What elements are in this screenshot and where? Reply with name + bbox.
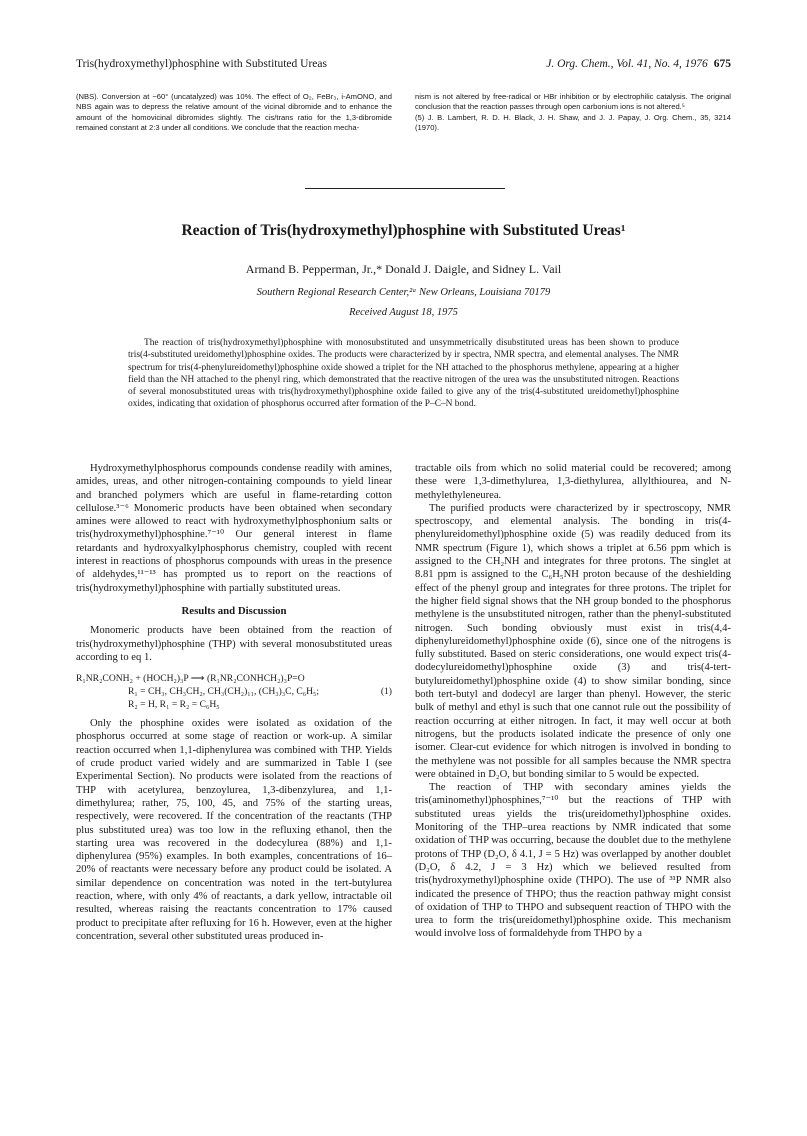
article-authors: Armand B. Pepperman, Jr.,* Donald J. Daigle, and Sidney L. Vail	[245, 262, 562, 276]
results-paragraph: Only the phosphine oxides were isolated as oxidation of the phosphorus occurred at some stage of reaction or work-up. A similar reaction occurred when 1,1-diphenylurea was combined with THP. Yields of crude product varied widely and are summarized in Table I (see Experimental Section). No products were isolated from the reactions of THP with acetylurea, benzoylurea, 1,3-dibenzylurea, and 1,1-dimethylurea; rather, 75, 100, 45, and 75% of the starting ureas, respectively, were recovered. If the concentration of the reactants (THP plus substituted urea) was too low in the refluxing ethanol, then the starting urea was recovered in the dodecylurea (88%) and 1,1-diphenylurea (95%) examples. In both examples, concentrations of 16–20% of reactants were necessary before any product could be isolated. A similar dependence on concentration was noted in the tert-butylurea reaction, where, with only 4% of reactants, a dark yellow, intractable oil resulted, whereas raising the reactants concentration to 17% caused product to precipitate after refluxing for 16 h. However, even at the higher concentration, several other substituted ureas produced in-	[76, 718, 392, 942]
notes-left-text: (NBS). Conversion at −60° (uncatalyzed) was 10%. The effect of O₂, FeBr₃, i-AmONO, and NBS again was to depress the relative amount of the vicinal dibromide and to enhance the amount of the homovicinal dibromides slightly. The cis/trans ratio for the 1,3-dibromide remained constant at 2:3 under all conditions. We conclude that the reaction mecha-	[76, 92, 392, 133]
journal-name: J. Org. Chem., Vol. 41, No. 4, 1976	[546, 58, 708, 70]
body-right-column	[415, 462, 731, 941]
received-date: Received August 18, 1975	[349, 307, 458, 318]
continued-paragraph: tractable oils from which no solid material could be recovered; among these were 1,3-dimethylurea, 1,3-diethylurea, allylthiourea, and N-methylethyleneurea.	[415, 463, 731, 501]
equation-line-3: R₂ = H, R₁ = R₂ = C₆H₅	[128, 699, 220, 711]
mechanism-paragraph: The reaction of THP with secondary amines yields the tris(aminomethyl)phosphines,⁷⁻¹⁰ but the reactions of THP with substituted ureas yields the tris(ureidomethyl)phosphine oxides. Monitoring of the THP–urea reactions by NMR indicated that some oxidation of THP was occurring, because the doublet due to the methylene protons of THP (D₂O, δ 4.1, J = 5 Hz) was overlapped by another doublet (D₂O, δ 4.2, J = 3 Hz) which we believed resulted from tris(hydroxymethyl)phosphine oxide (THPO). The use of ³¹P NMR also indicated the presence of THPO; thus the reaction pathway might consist of oxidation of THP to THPO and subsequent reaction of THPO with the urea to form the tris(ureidomethyl)phosphine oxide. This mechanism would involve loss of formaldehyde from THPO by a	[415, 782, 731, 940]
notes-right-text: nism is not altered by free-radical or HBr inhibition or by electrophilic catalysis. The original conclusion that the reaction passes through open carbonium ions is not altered.⁵	[415, 92, 731, 112]
journal-citation	[546, 58, 731, 76]
abstract: The reaction of tris(hydroxymethyl)phosphine with monosubstituted and unsymmetrically disubstituted ureas has been shown to produce tris(4-substituted ureidomethyl)phosphine oxides. The products were characterized by ir spectra, NMR spectra, and elemental analyses. The NMR spectrum for tris(4-phenylureidomethyl)phosphine oxide showed a triplet for the NH attached to the phosphorus methylene, appearing at a higher field than the NH attached to the phenyl ring, which demonstrated that the reactive nitrogen of the urea was the unsubstituted nitrogen. Reactions of several monosubstituted ureas with tris(hydroxymethyl)phosphine oxide failed to give any of the tris(4-substituted ureidomethyl)phosphine oxides, indicating that oxidation of phosphorus occurred after formation of the P–C–N bond.	[128, 338, 679, 410]
page-number: 675	[713, 58, 731, 70]
equation-number: (1)	[380, 686, 392, 698]
article-title: Reaction of Tris(hydroxymethyl)phosphine with Substituted Ureas¹	[181, 222, 626, 239]
running-head	[76, 58, 731, 76]
equation-line-1: R₁NR₂CONH₂ + (HOCH₂)₃P ⟶ (R₁NR₂CONHCH₂)₃P=O	[76, 673, 305, 685]
intro-paragraph: Hydroxymethylphosphorus compounds condense readily with amines, amides, ureas, and other nitrogen-containing compounds to yield linear and branched polymers which are useful in flame-retarding cotton cellulose.³⁻⁶ Monomeric products have been obtained when secondary amines were allowed to react with hydroxymethylphosphonium salts or tris(hydroxymethyl)phosphine.⁷⁻¹⁰ Our general interest in flame retardants and hydroxyalkylphosphorus chemistry, coupled with recent interest in reactions of phosphorus compounds with ureas in the presence of aldehydes,¹¹⁻¹³ has prompted us to report on the reactions of tris(hydroxymethyl)phosphine with partially substituted ureas.	[76, 463, 392, 594]
previous-article-notes	[76, 92, 731, 134]
nmr-characterization-paragraph: The purified products were characterized by ir spectroscopy, NMR spectroscopy, and elemental analysis. The bonding in tris(4-phenylureidomethyl)phosphine oxide (5) was readily deduced from its NMR spectrum (Figure 1), which shows a triplet at 6.56 ppm which is assigned to the CH₂NH and integrates for three protons. The singlet at 8.81 ppm is assigned to the C₆H₅NH proton because of the deshielding effect of the phenyl group and integrates for three protons. The triplet for the higher field signal shows that the NH group bonded to the phosphorus methylene is the unsubstituted nitrogen, rather than the phenyl-substituted nitrogen. Such bonding obviously must exist in tris(4,4-diphenylureidomethyl)phosphine oxide (6), since one of the nitrogens is fully substituted. Based on steric considerations, one would expect tris(4-dodecylureidomethyl)phosphine oxide (3) and tris(4-tert-butylureidomethyl)phosphine oxide (4) to show similar bonding, since both tert-butyl and dodecyl are larger than phenyl. However, the steric bulk of methyl and ethyl is such that one cannot rule out the possibility of reaction occurring at either nitrogen. In fact, it may well occur at both nitrogens, but the products isolated indicate the presence of only one isomer. Clear-cut evidence for which nitrogen is involved in bonding to the methylene was not possible for all samples because the NMR spectra were obtained in D₂O, but bonding similar to 5 would be expected.	[415, 502, 731, 780]
section-divider	[305, 188, 505, 189]
notes-left-column	[76, 92, 392, 134]
body-left-column	[76, 462, 392, 943]
equation-line-2: R₁ = CH₃, CH₃CH₂, CH₃(CH₂)₁₁, (CH₃)₃C, C₆H₅;	[128, 686, 320, 698]
notes-reference: (5) J. B. Lambert, R. D. H. Black, J. H. Shaw, and J. J. Papay, J. Org. Chem., 35, 3214 (1970).	[415, 112, 731, 133]
results-intro-paragraph: Monomeric products have been obtained from the reaction of tris(hydroxymethyl)phosphine (THP) with several monosubstituted ureas according to eq 1.	[76, 625, 392, 663]
section-heading: Results and Discussion	[181, 604, 287, 617]
notes-right-column	[415, 92, 731, 134]
equation-1	[76, 672, 392, 711]
article-affiliation: Southern Regional Research Center,²ᵃ New Orleans, Louisiana 70179	[256, 287, 551, 298]
running-head-title: Tris(hydroxymethyl)phosphine with Substituted Ureas	[76, 58, 327, 70]
